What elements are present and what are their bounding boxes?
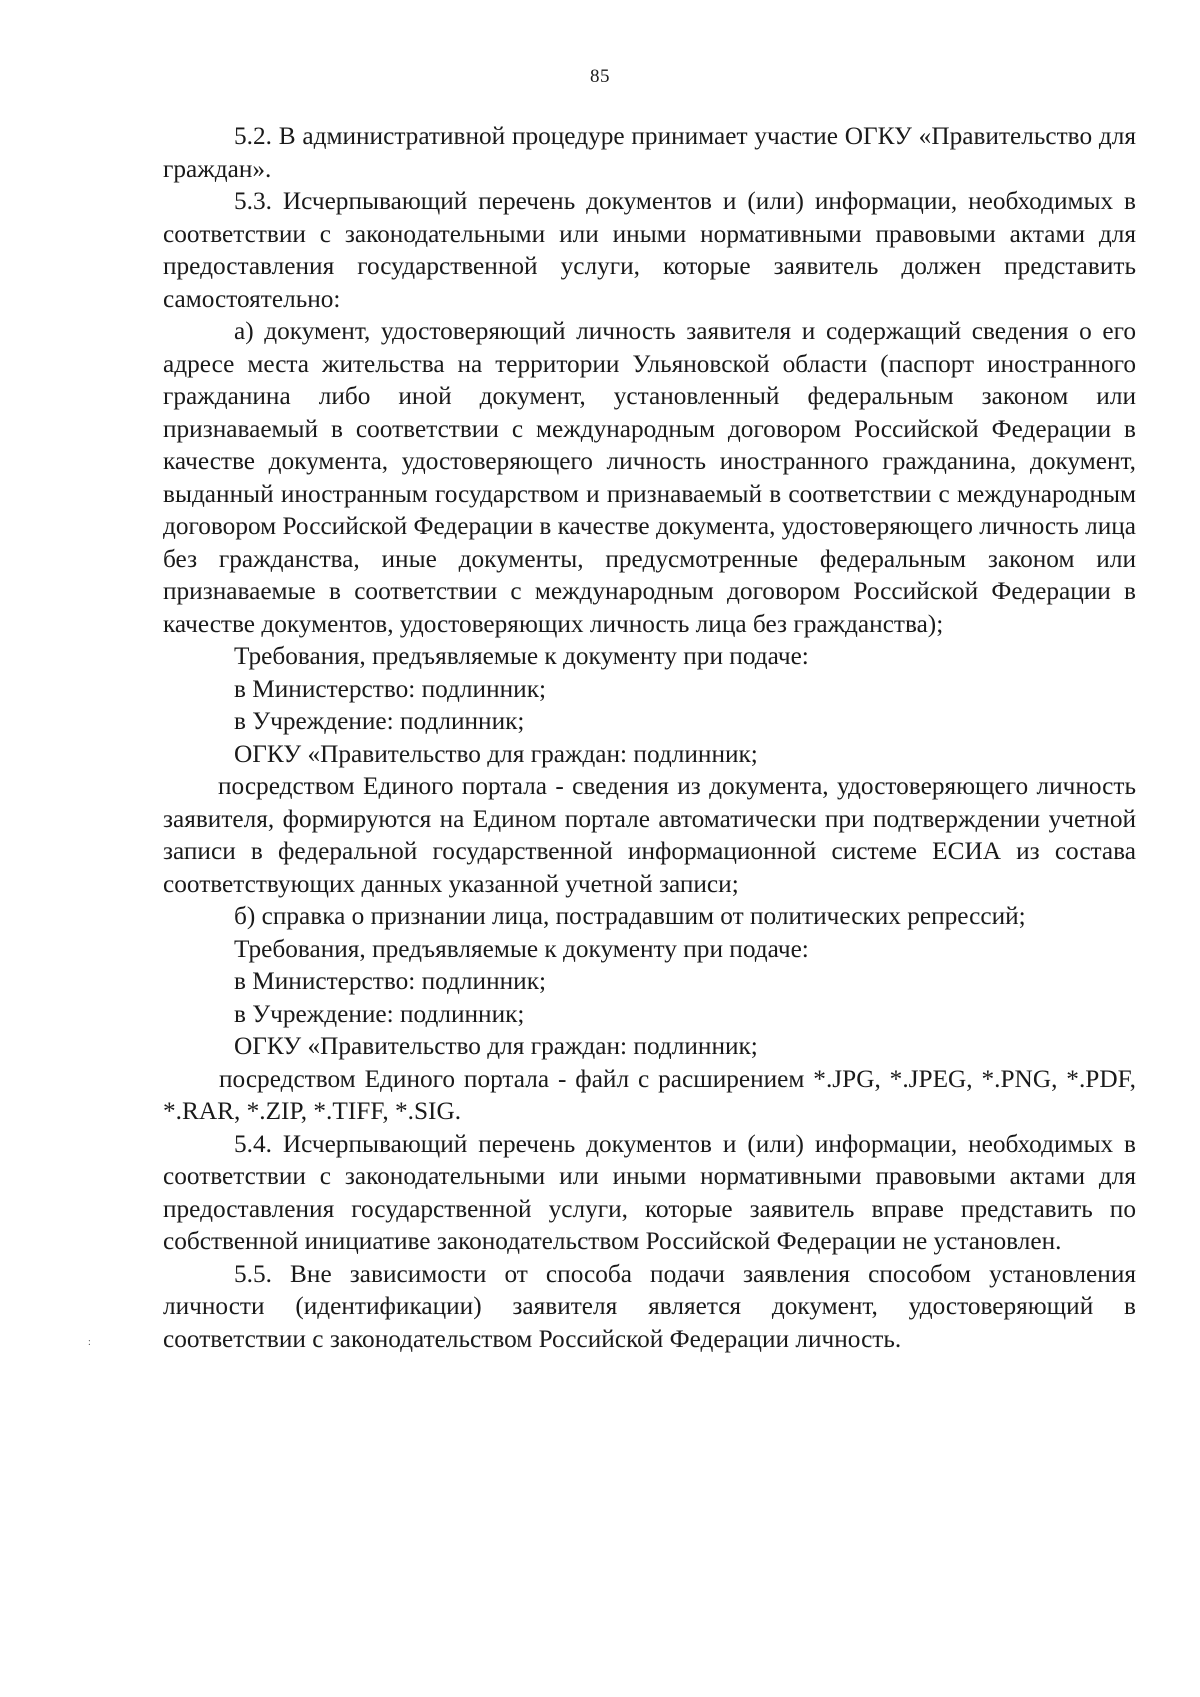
- paragraph-5-2: 5.2. В административной процедуре принимает участие ОГКУ «Правительство для граждан».: [163, 122, 1136, 183]
- requirements-heading-a: Требования, предъявляемые к документу при подаче:: [234, 642, 809, 670]
- requirement-ogku-b: ОГКУ «Правительство для граждан: подлинник;: [234, 1032, 758, 1060]
- paragraph-5-3: 5.3. Исчерпывающий перечень документов и (или) информации, необходимых в соответствии с законодательными или иными нормативными правовыми актами для предоставления государственной услуги, которые заявитель должен представить самостоятельно:: [163, 187, 1136, 313]
- margin-mark: :: [88, 1337, 91, 1348]
- requirements-heading-b: Требования, предъявляемые к документу при подаче:: [234, 934, 809, 963]
- requirement-institution-b: в Учреждение: подлинник;: [234, 999, 525, 1028]
- paragraph-item-b: б) справка о признании лица, пострадавшим от политических репрессий;: [234, 902, 1026, 930]
- requirement-ministry-a: в Министерство: подлинник;: [234, 674, 547, 703]
- page-number: 85: [590, 66, 610, 87]
- paragraph-item-a: а) документ, удостоверяющий личность заявителя и содержащий сведения о его адресе места жительства на территории Ульяновской области (паспорт иностранного гражданина либо иной документ, установленный федеральным законом или признаваемый в соответствии с международным договором Российской Федерации в качестве документа, удостоверяющего личность иностранного гражданина, документ, выданный иностранным государством и признаваемый в соответствии с международным договором Российской Федерации в качестве документа, удостоверяющего личность лица без гражданства, иные документы, предусмотренные федеральным законом или признаваемые в соответствии с международным договором Российской Федерации в качестве документов, удостоверяющих личность лица без гражданства);: [163, 317, 1136, 638]
- paragraph-5-4: 5.4. Исчерпывающий перечень документов и (или) информации, необходимых в соответствии с законодательными или иными нормативными правовыми актами для предоставления государственной услуги, которые заявитель вправе представить по собственной инициативе законодательством Российской Федерации не установлен.: [163, 1129, 1136, 1255]
- requirement-institution-a: в Учреждение: подлинник;: [234, 707, 525, 735]
- paragraph-5-5: 5.5. Вне зависимости от способа подачи заявления способом установления личности (идентификации) заявителя является документ, удостоверяющий в соответствии с законодательством Российской Федерации личность.: [163, 1259, 1136, 1353]
- requirement-ogku-a: ОГКУ «Правительство для граждан: подлинник;: [234, 739, 758, 768]
- requirement-portal-b: посредством Единого портала - файл с расширением *.JPG, *.JPEG, *.PNG, *.PDF, *.RAR, *.ZIP, *.TIFF, *.SIG.: [163, 1064, 1136, 1125]
- requirement-ministry-b: в Министерство: подлинник;: [234, 967, 547, 995]
- document-body: [163, 120, 1136, 1355]
- requirement-portal-a: посредством Единого портала - сведения из документа, удостоверяющего личность заявителя, формируются на Едином портале автоматически при подтверждении учетной записи в федеральной государственной информационной системе ЕСИА из состава соответствующих данных указанной учетной записи;: [163, 772, 1136, 898]
